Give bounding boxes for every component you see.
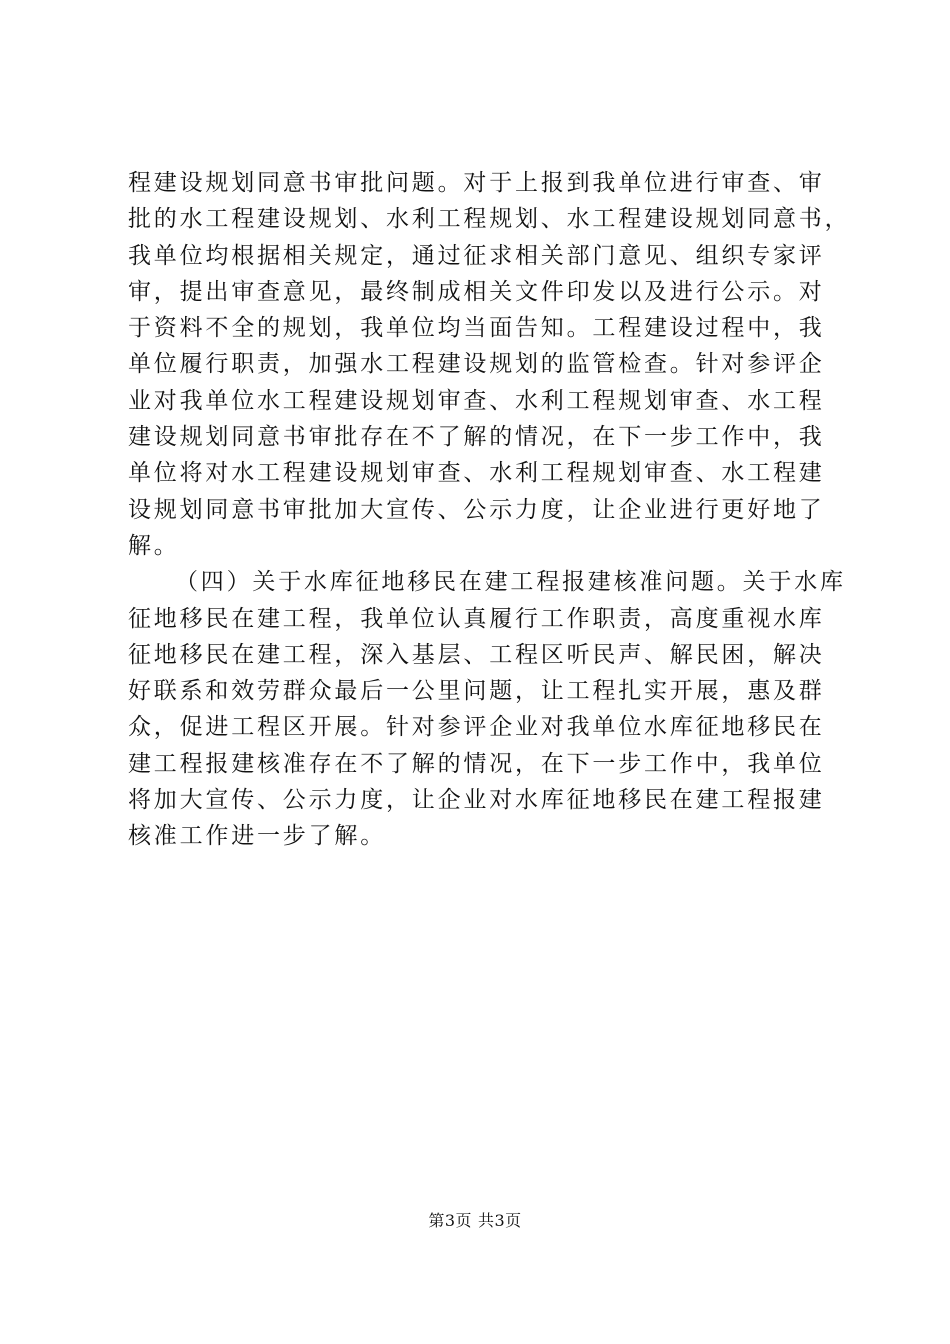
text-line: 设规划同意书审批加大宣传、公示力度，让企业进行更好地了	[128, 496, 825, 523]
text-line: 批的水工程建设规划、水利工程规划、水工程建设规划同意书，	[128, 206, 851, 233]
text-line: 征地移民在建工程，我单位认真履行工作职责，高度重视水库	[128, 605, 825, 632]
section-heading-line: （四）关于水库征地移民在建工程报建核准问题。关于水库	[175, 569, 846, 596]
text-line: 核准工作进一步了解。	[128, 823, 386, 850]
text-line: 单位履行职责，加强水工程建设规划的监管检查。针对参评企	[128, 351, 825, 378]
text-line: 业对我单位水工程建设规划审查、水利工程规划审查、水工程	[128, 387, 825, 414]
page-number: 第3页	[428, 1211, 472, 1230]
text-line: 征地移民在建工程，深入基层、工程区听民声、解民困，解决	[128, 641, 825, 668]
text-line: 众，促进工程区开展。针对参评企业对我单位水库征地移民在	[128, 714, 825, 741]
page-footer	[0, 1211, 950, 1231]
page-total: 共3页	[478, 1211, 522, 1230]
text-line: 建设规划同意书审批存在不了解的情况，在下一步工作中，我	[128, 424, 825, 451]
text-line: 好联系和效劳群众最后一公里问题，让工程扎实开展，惠及群	[128, 678, 825, 705]
text-line: 单位将对水工程建设规划审查、水利工程规划审查、水工程建	[128, 460, 825, 487]
text-line: 建工程报建核准存在不了解的情况，在下一步工作中，我单位	[128, 750, 825, 777]
text-line: 程建设规划同意书审批问题。对于上报到我单位进行审查、审	[128, 170, 825, 196]
document-body	[128, 165, 851, 855]
text-line: 解。	[128, 532, 180, 559]
text-line: 于资料不全的规划，我单位均当面告知。工程建设过程中，我	[128, 315, 825, 342]
text-line: 审，提出审查意见，最终制成相关文件印发以及进行公示。对	[128, 278, 825, 305]
text-line: 将加大宣传、公示力度，让企业对水库征地移民在建工程报建	[128, 787, 825, 814]
text-line: 我单位均根据相关规定，通过征求相关部门意见、组织专家评	[128, 242, 825, 269]
